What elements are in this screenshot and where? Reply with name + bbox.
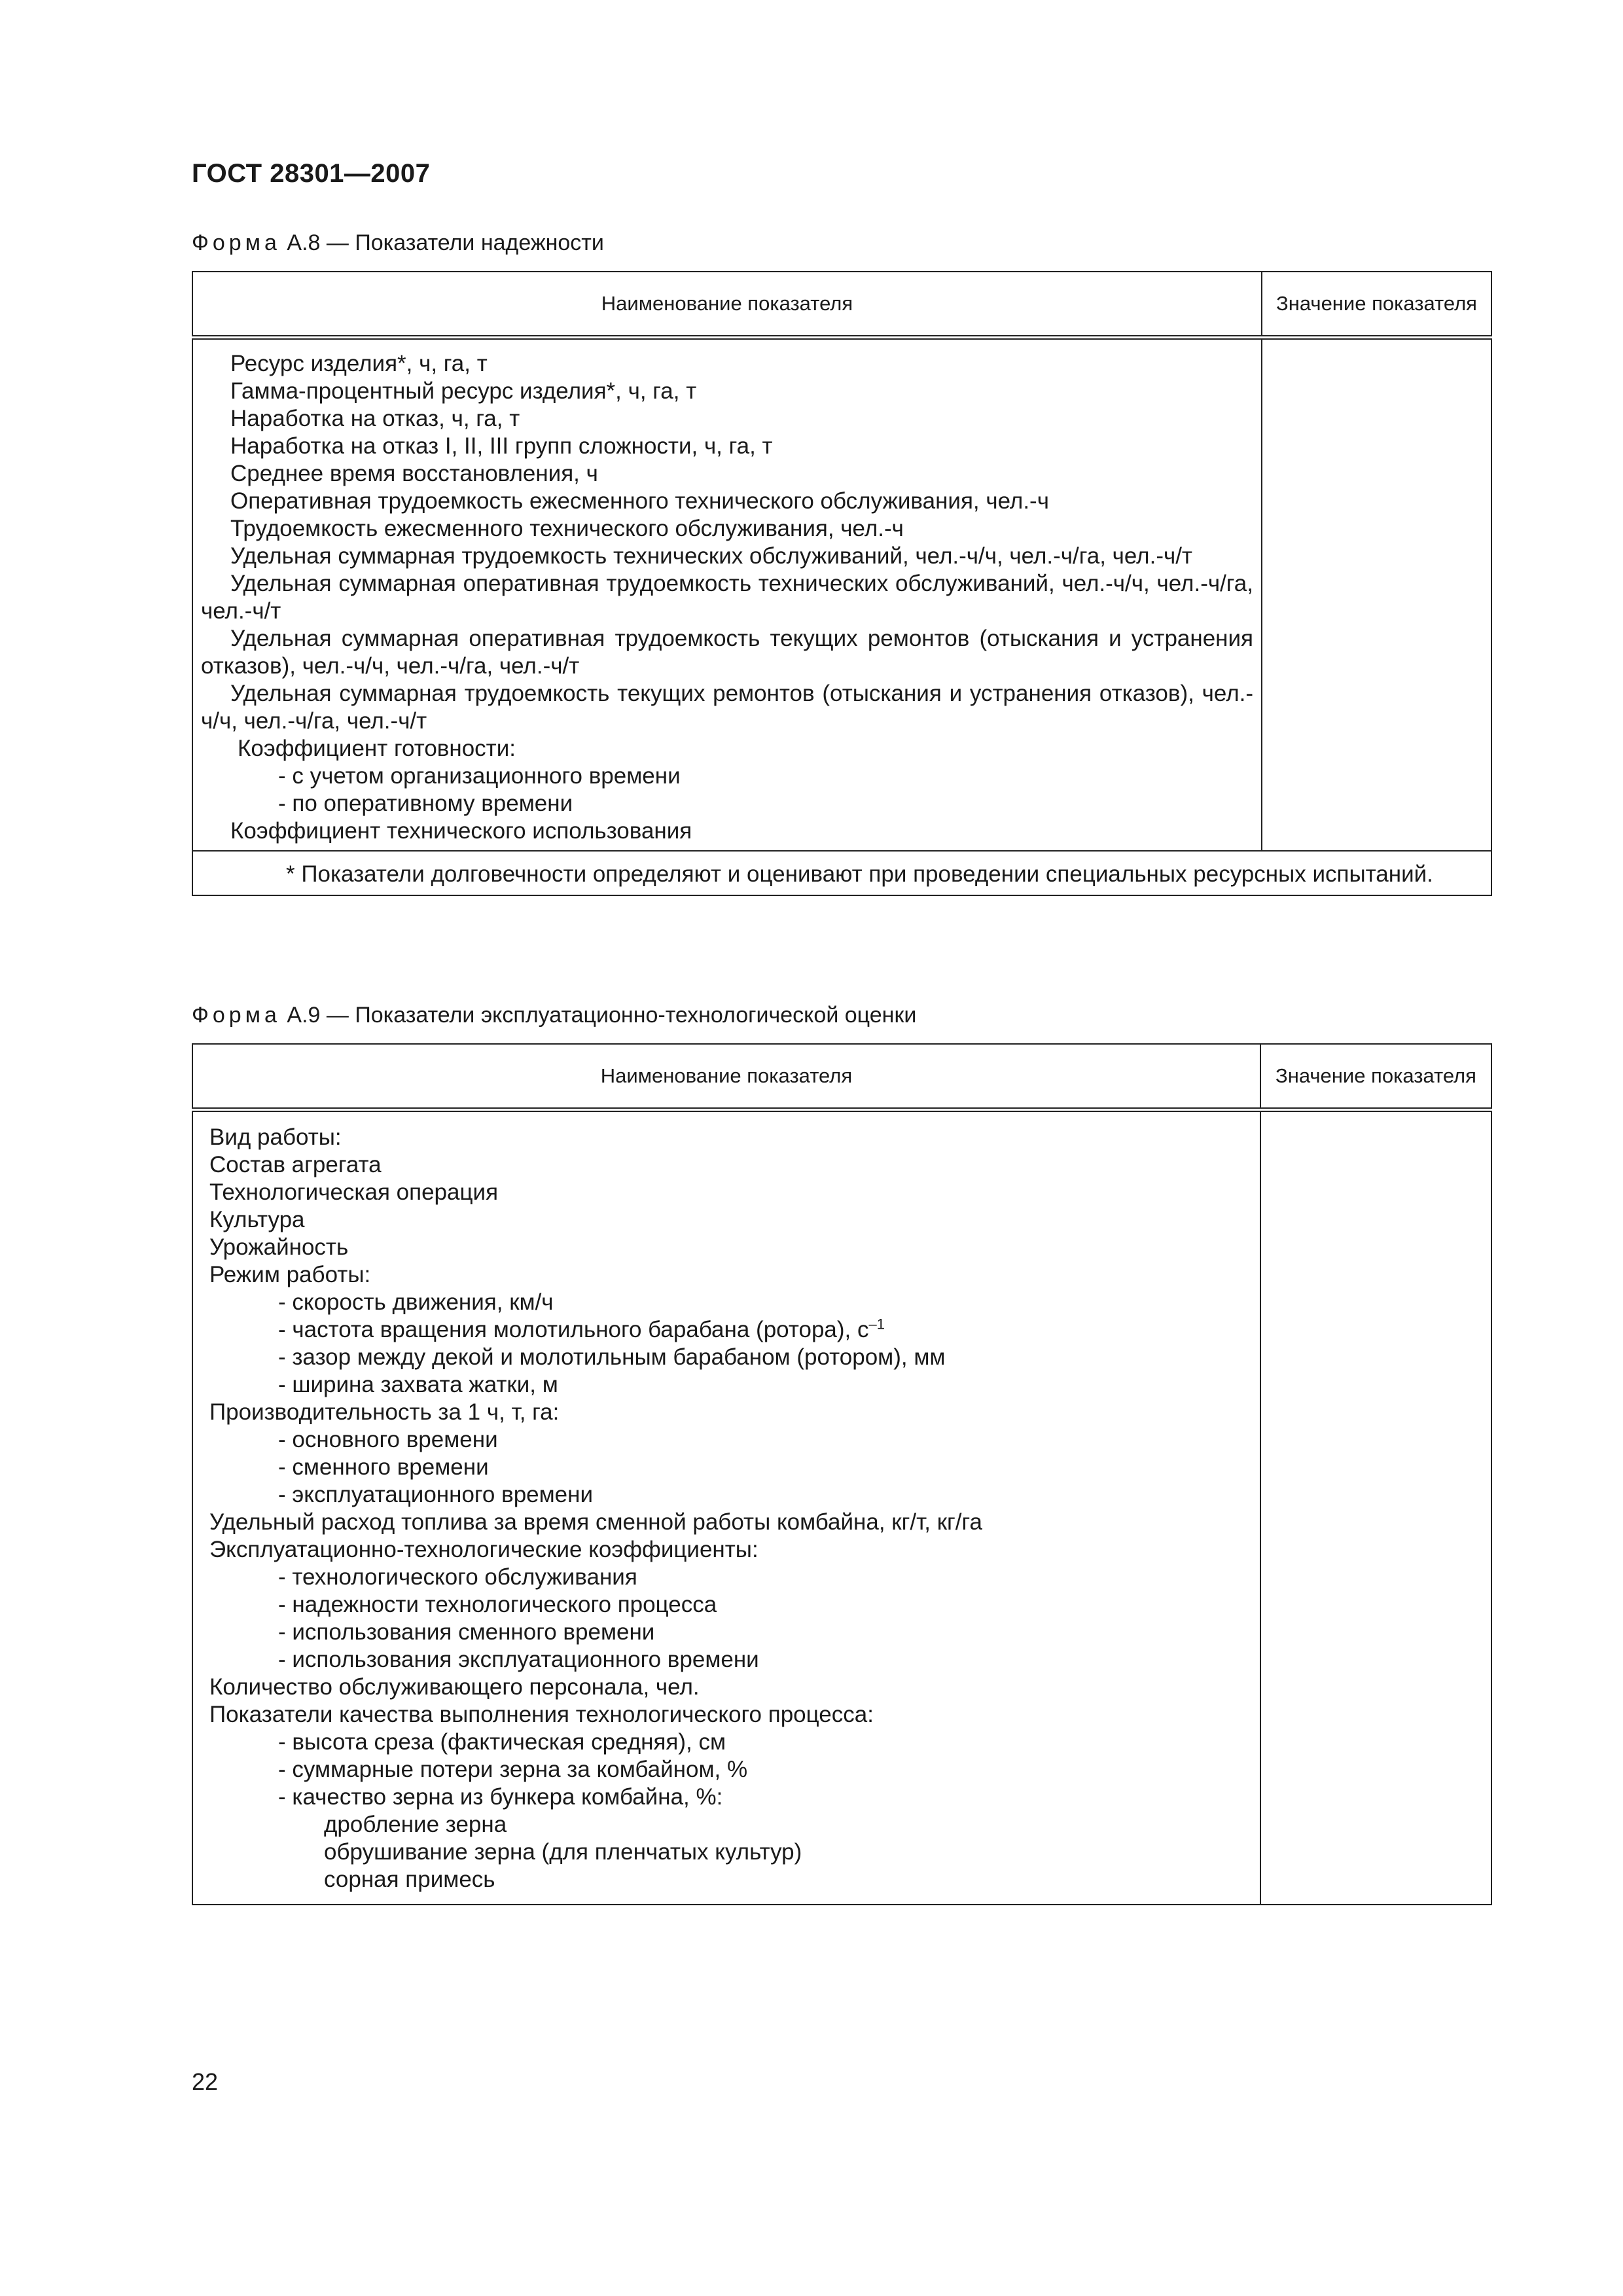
form-a9-col-value-header: Значение показателя: [1260, 1044, 1491, 1110]
list-item: Технологическая операция: [209, 1179, 499, 1205]
list-item: Состав агрегата: [209, 1152, 382, 1177]
form-a8-header-row: [192, 272, 1491, 338]
list-item: Урожайность: [209, 1234, 349, 1260]
list-item: сорная примесь: [324, 1867, 495, 1892]
list-item: - сменного времени: [278, 1454, 489, 1480]
form-a8-col-value-header: Значение показателя: [1262, 272, 1491, 338]
list-item: Показатели качества выполнения технологического процесса:: [209, 1702, 874, 1727]
page-number: 22: [192, 2068, 219, 2095]
form-a9-table: [192, 1043, 1492, 1905]
list-item: - ширина захвата жатки, м: [278, 1372, 558, 1397]
form-a8-caption: [192, 230, 604, 256]
list-item: - основного времени: [278, 1427, 498, 1452]
list-item: - суммарные потери зерна за комбайном, %: [278, 1757, 748, 1782]
list-item: Коэффициент технического использования: [230, 818, 692, 844]
document-header: ГОСТ 28301—2007: [192, 159, 431, 188]
list-item: Среднее время восстановления, ч: [230, 461, 598, 486]
list-item: Вид работы:: [209, 1124, 342, 1150]
list-item: Наработка на отказ, ч, га, т: [230, 406, 520, 431]
list-item: - качество зерна из бункера комбайна, %:: [278, 1784, 723, 1810]
form-a9-body-row: [192, 1110, 1491, 1905]
list-item: Количество обслуживающего персонала, чел.: [209, 1674, 700, 1700]
list-item: Удельная суммарная оперативная трудоемкость текущих ремонтов (отыскания и устранения отказов), чел.-ч/ч, чел.-ч/га, чел.-ч/т: [201, 626, 1253, 679]
form-a8-value-cell: [1262, 338, 1491, 852]
list-item: - зазор между декой и молотильным барабаном (ротором), мм: [278, 1344, 946, 1370]
form-a8-body-row: [192, 338, 1491, 852]
form-a9-items-cell: [192, 1110, 1260, 1905]
list-item: Ресурс изделия*, ч, га, т: [230, 351, 488, 376]
list-item: - эксплуатационного времени: [278, 1482, 594, 1507]
list-item: - по оперативному времени: [278, 791, 573, 816]
form-a8-footnote-row: [192, 851, 1491, 895]
list-item: Культура: [209, 1207, 305, 1232]
list-item: - использования сменного времени: [278, 1619, 655, 1645]
list-item: Удельный расход топлива за время сменной работы комбайна, кг/т, кг/га: [209, 1509, 982, 1535]
list-item: Коэффициент готовности:: [238, 736, 516, 761]
list-item: Режим работы:: [209, 1262, 371, 1287]
list-item: Эксплуатационно-технологические коэффициенты:: [209, 1537, 758, 1562]
form-a9-caption: [192, 1003, 916, 1028]
list-item: - скорость движения, км/ч: [278, 1289, 554, 1315]
list-item: Оперативная трудоемкость ежесменного технического обслуживания, чел.-ч: [230, 488, 1049, 514]
list-item: Трудоемкость ежесменного технического обслуживания, чел.-ч: [230, 516, 904, 541]
list-item: Производительность за 1 ч, т, га:: [209, 1399, 560, 1425]
list-item: Гамма-процентный ресурс изделия*, ч, га, т: [230, 378, 697, 404]
list-item: Удельная суммарная оперативная трудоемкость технических обслуживаний, чел.-ч/ч, чел.-ч/га, чел.-ч/т: [201, 571, 1253, 624]
list-item: обрушивание зерна (для пленчатых культур): [324, 1839, 802, 1865]
form-a9-col-name-header: Наименование показателя: [192, 1044, 1260, 1110]
list-item: - надежности технологического процесса: [278, 1592, 717, 1617]
list-item: - с учетом организационного времени: [278, 763, 681, 789]
list-item: дробление зерна: [324, 1812, 507, 1837]
form-a9-header-row: [192, 1044, 1491, 1110]
list-item: - технологического обслуживания: [278, 1564, 637, 1590]
form-a8-items-cell: [192, 338, 1262, 852]
form-a9-value-cell: [1260, 1110, 1491, 1905]
list-item-text: - частота вращения молотильного барабана (ротора), с: [278, 1317, 869, 1342]
list-item: Удельная суммарная трудоемкость текущих ремонтов (отыскания и устранения отказов), чел.-ч/ч, чел.-ч/га, чел.-ч/т: [201, 681, 1253, 734]
list-item: Наработка на отказ I, II, III групп сложности, ч, га, т: [230, 433, 773, 459]
form-a8-footnote-cell: [192, 851, 1491, 895]
list-item: - использования эксплуатационного времени: [278, 1647, 759, 1672]
form-a9-caption-text: А.9 — Показатели эксплуатационно-технологической оценки: [280, 1003, 917, 1028]
list-item: [209, 1316, 1243, 1344]
list-item: - высота среза (фактическая средняя), см: [278, 1729, 726, 1755]
form-a8-caption-word: Форма: [192, 230, 281, 255]
form-a9-caption-word: Форма: [192, 1003, 281, 1028]
footnote: * Показатели долговечности определяют и оценивают при проведении специальных ресурсных испытаний.: [286, 861, 1433, 887]
superscript-exponent: –1: [868, 1316, 885, 1333]
list-item: Удельная суммарная трудоемкость технических обслуживаний, чел.-ч/ч, чел.-ч/га, чел.-ч/т: [230, 543, 1192, 569]
form-a8-table: [192, 271, 1492, 896]
form-a8-col-name-header: Наименование показателя: [192, 272, 1262, 338]
form-a8-caption-text: А.8 — Показатели надежности: [280, 230, 604, 255]
